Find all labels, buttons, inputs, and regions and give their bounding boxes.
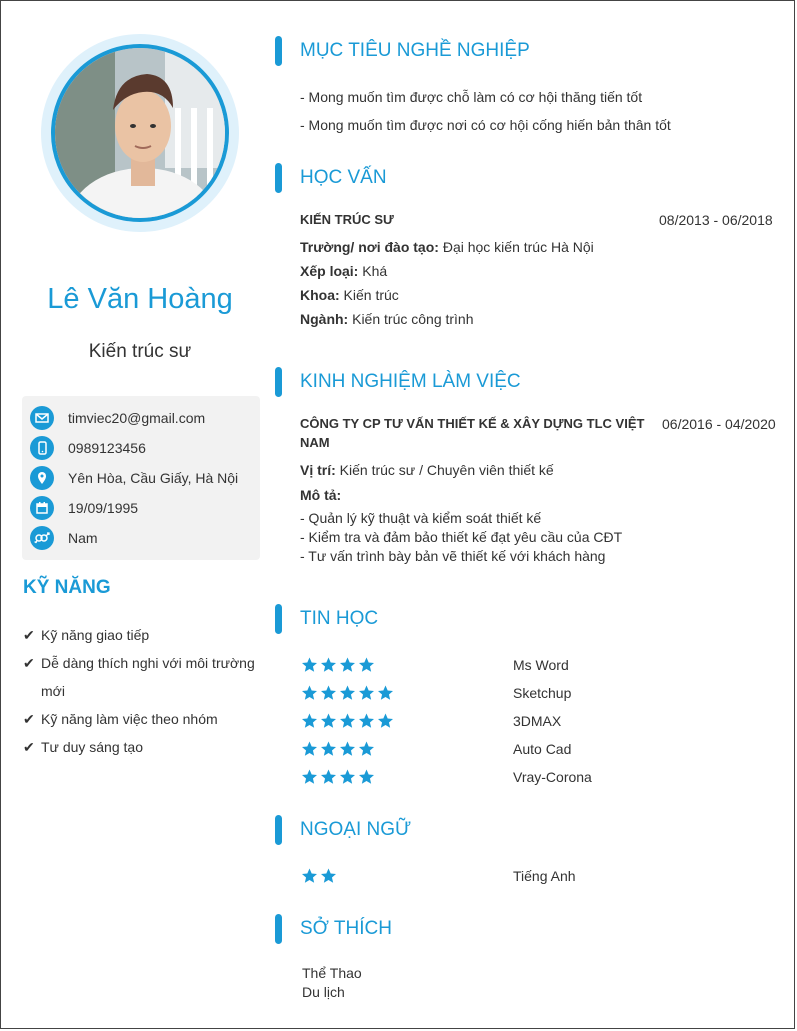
education-rank: Xếp loại: Khá [300, 263, 388, 279]
star-icon [319, 867, 338, 885]
star-icon [300, 684, 319, 702]
section-bar [275, 604, 282, 634]
address-text: Yên Hòa, Cầu Giấy, Hà Nội [68, 470, 239, 486]
check-icon: ✔ [23, 739, 35, 755]
education-degree: KIẾN TRÚC SƯ [300, 212, 394, 227]
star-icon [300, 656, 319, 674]
birthday-text: 19/09/1995 [68, 500, 139, 516]
objective-line: - Mong muốn tìm được nơi có cơ hội cống hiến bản thân tốt [300, 117, 671, 133]
rating-stars [300, 656, 376, 674]
section-bar [275, 914, 282, 944]
section-title: KINH NGHIỆM LÀM VIỆC [300, 371, 521, 392]
star-icon [338, 740, 357, 758]
experience-desc-label: Mô tả: [300, 487, 342, 503]
star-icon [357, 712, 376, 730]
candidate-name: Lê Văn Hoàng [47, 283, 233, 315]
star-icon [338, 684, 357, 702]
experience-desc-item: - Quản lý kỹ thuật và kiểm soát thiết kế [300, 510, 542, 526]
star-icon [319, 740, 338, 758]
calendar-icon [30, 496, 54, 520]
education-faculty: Khoa: Kiến trúc [300, 287, 399, 303]
experience-position: Vị trí: Kiến trúc sư / Chuyên viên thiết kế [300, 462, 554, 478]
candidate-job-title: Kiến trúc sư [88, 341, 192, 362]
star-icon [338, 712, 357, 730]
it-skill-name: Auto Cad [513, 741, 572, 757]
hobby-item: Thể Thao [302, 965, 362, 981]
gender-text: Nam [68, 530, 98, 546]
section-bar [275, 36, 282, 66]
check-icon: ✔ [23, 627, 35, 643]
star-icon [319, 768, 338, 786]
objective-line: - Mong muốn tìm được chỗ làm có cơ hội thăng tiến tốt [300, 89, 643, 105]
section-title: HỌC VẤN [300, 167, 387, 188]
phone-icon [30, 436, 54, 460]
star-icon [357, 768, 376, 786]
skills-title: KỸ NĂNG [23, 577, 111, 598]
star-icon [357, 740, 376, 758]
star-icon [376, 712, 395, 730]
contact-phone [30, 435, 146, 461]
avatar-ring [41, 34, 239, 232]
contact-birthday [30, 495, 138, 521]
mail-icon [30, 406, 54, 430]
section-title: NGOẠI NGỮ [300, 819, 412, 840]
star-icon [357, 656, 376, 674]
phone-text: 0989123456 [68, 440, 146, 456]
section-bar [275, 815, 282, 845]
email-text[interactable]: timviec20@gmail.com [68, 410, 206, 426]
section-title: SỞ THÍCH [300, 918, 392, 939]
language-name: Tiếng Anh [513, 868, 576, 884]
section-bar [275, 367, 282, 397]
it-skill-name: 3DMAX [513, 713, 562, 729]
rating-stars [300, 768, 376, 786]
section-title: MỤC TIÊU NGHỀ NGHIỆP [300, 40, 530, 61]
rating-stars [300, 712, 395, 730]
avatar-photo [55, 48, 225, 218]
it-skill-name: Ms Word [513, 657, 569, 673]
education-school: Trường/ nơi đào tạo: Đại học kiến trúc Hà Nội [300, 239, 594, 255]
star-icon [319, 684, 338, 702]
contact-gender [30, 525, 98, 551]
skill-item-continuation: mới [41, 683, 65, 699]
check-icon: ✔ [23, 655, 35, 671]
experience-company: CÔNG TY CP TƯ VẤN THIẾT KẾ & XÂY DỰNG TLC VIỆT [300, 416, 645, 431]
star-icon [357, 684, 376, 702]
experience-desc-item: - Tư vấn trình bày bản vẽ thiết kế với khách hàng [300, 548, 606, 564]
star-icon [338, 768, 357, 786]
star-icon [376, 684, 395, 702]
rating-stars [300, 684, 395, 702]
star-icon [300, 712, 319, 730]
contact-email [30, 405, 205, 431]
star-icon [319, 656, 338, 674]
experience-company-cont: NAM [300, 435, 330, 450]
skill-item: ✔ Tư duy sáng tạo [23, 733, 261, 761]
experience-period: 06/2016 - 04/2020 [662, 416, 776, 432]
hobby-item: Du lịch [302, 984, 345, 1000]
skill-item: ✔ Kỹ năng làm việc theo nhóm [23, 705, 261, 733]
location-pin-icon [30, 466, 54, 490]
gender-icon [30, 526, 54, 550]
education-major: Ngành: Kiến trúc công trình [300, 311, 474, 327]
star-icon [300, 740, 319, 758]
contact-address [30, 465, 238, 491]
skill-item: ✔ Kỹ năng giao tiếp [23, 621, 261, 649]
experience-desc-item: - Kiểm tra và đảm bảo thiết kế đạt yêu cầu của CĐT [300, 529, 623, 545]
star-icon [338, 656, 357, 674]
star-icon [319, 712, 338, 730]
avatar [51, 44, 229, 222]
section-title: TIN HỌC [300, 608, 379, 629]
rating-stars [300, 867, 338, 885]
skill-item: ✔ Dễ dàng thích nghi với môi trường [23, 649, 261, 677]
education-period: 08/2013 - 06/2018 [659, 212, 773, 228]
star-icon [300, 867, 319, 885]
it-skill-name: Sketchup [513, 685, 572, 701]
it-skill-name: Vray-Corona [513, 769, 592, 785]
star-icon [300, 768, 319, 786]
left-column [1, 1, 279, 1028]
check-icon: ✔ [23, 711, 35, 727]
contact-box [22, 396, 260, 560]
rating-stars [300, 740, 376, 758]
section-bar [275, 163, 282, 193]
